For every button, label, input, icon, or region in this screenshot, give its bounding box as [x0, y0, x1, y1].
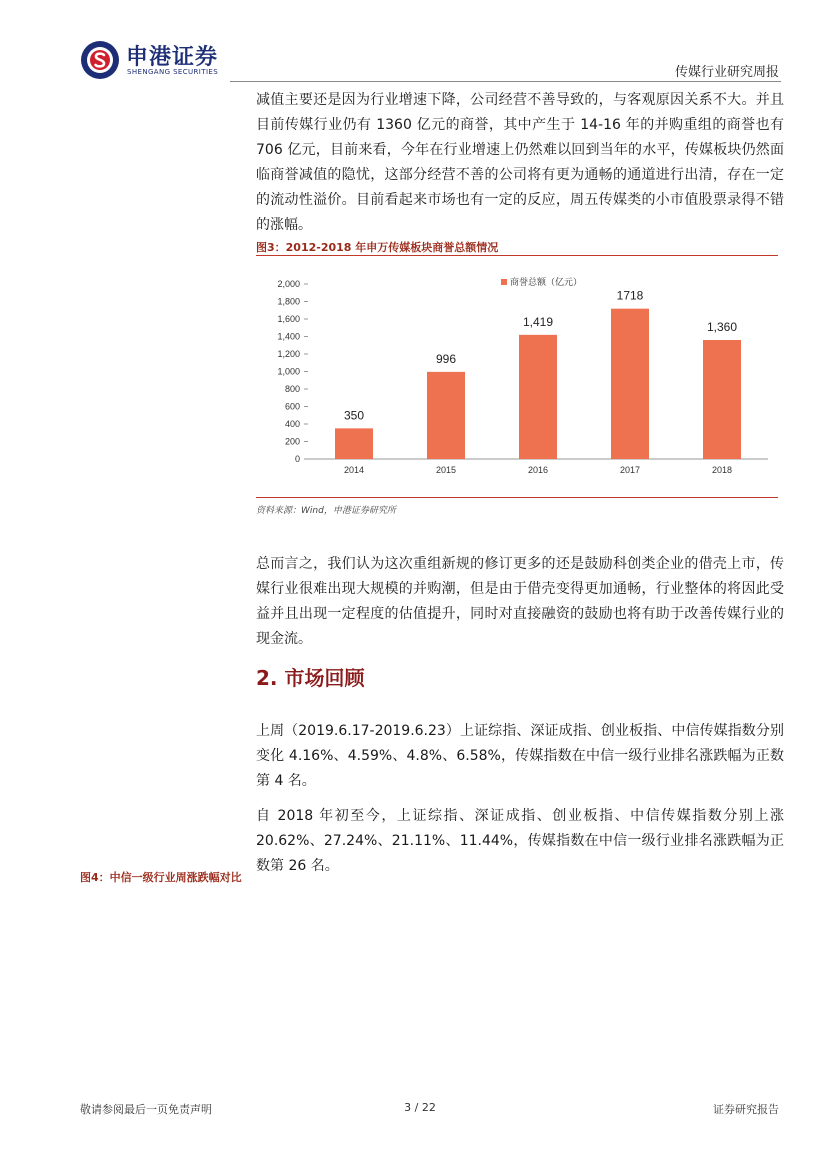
- body-paragraph-weekly-change: 上周（2019.6.17-2019.6.23）上证综指、深证成指、创业板指、中信传媒指数分别变化 4.16%、4.59%、4.8%、6.58%，传媒指数在中信一级行业排名涨跌幅为正数第 4 名。: [256, 723, 784, 789]
- y-tick-label: 0: [294, 454, 300, 464]
- y-tick-label: 1,400: [277, 331, 300, 342]
- figure-3-source: 资料来源：Wind，申港证券研究所: [256, 506, 396, 516]
- bar-value-label-2015: 996: [435, 351, 457, 366]
- bar-2014: [335, 428, 373, 459]
- bar-value-label-2017: 1718: [616, 288, 644, 303]
- y-tick-label: 400: [284, 419, 300, 429]
- bar-2016: [519, 335, 557, 459]
- x-tick-label-2014: 2014: [343, 465, 365, 475]
- bars: [335, 289, 741, 475]
- figure-3-top-rule: [256, 255, 778, 256]
- company-name-cn: 申港证券: [126, 45, 219, 70]
- y-tick-label: 1,200: [277, 349, 300, 359]
- bar-value-label-2016: 1,419: [522, 314, 554, 329]
- bar-2015: [427, 372, 465, 459]
- legend-swatch: [501, 279, 507, 285]
- body-paragraph-goodwill: 减值主要还是因为行业增速下降，公司经营不善导致的，与客观原因关系不大。并且目前传媒行业仍有 1360 亿元的商誉，其中产生于 14-16 年的并购重组的商誉也有 706 亿元，目前来看，今年在行业增速上仍然难以回到当年的水平，传媒板块仍然面临商誉减值的隐忧，这部分经营不善的公司将有更为通畅的通道进行出清，存在一定的流动性溢价。目前看起来市场也有一定的反应，周五传媒类的小市值股票录得不错的涨幅。: [256, 92, 784, 233]
- goodwill-bar-chart: [256, 262, 778, 492]
- y-axis: [277, 279, 308, 464]
- figure-3-bottom-rule: [256, 497, 778, 498]
- chart-legend: [501, 276, 582, 287]
- y-tick-label: 600: [284, 401, 300, 412]
- y-tick-label: 1,600: [277, 314, 300, 324]
- page-number: 3 / 22: [404, 1101, 436, 1114]
- y-tick-label: 1,000: [277, 366, 300, 377]
- x-tick-label-2017: 2017: [619, 465, 641, 475]
- body-paragraph-conclusion: 总而言之，我们认为这次重组新规的修订更多的还是鼓励科创类企业的借壳上市，传媒行业很难出现大规模的并购潮，但是由于借壳变得更加通畅，行业整体的将因此受益并且出现一定程度的估值提升，同时对直接融资的鼓励也将有助于改善传媒行业的现金流。: [256, 556, 784, 647]
- footer-report-type: 证券研究报告: [713, 1103, 779, 1116]
- figure-4-caption: 图4：中信一级行业周涨跌幅对比: [80, 871, 242, 884]
- x-tick-label-2015: 2015: [435, 465, 457, 475]
- y-tick-label: 2,000: [277, 279, 300, 289]
- body-paragraph-ytd-change: 自 2018 年初至今，上证综指、深证成指、创业板指、中信传媒指数分别上涨 20.62%、27.24%、21.11%、11.44%，传媒指数在中信一级行业排名涨跌幅为正数第 26 名。: [256, 808, 784, 874]
- x-tick-label-2018: 2018: [711, 465, 733, 475]
- bar-value-label-2014: 350: [343, 408, 365, 423]
- company-logo-icon: [80, 40, 120, 80]
- bar-2018: [703, 340, 741, 459]
- bar-2017: [611, 309, 649, 459]
- bar-value-label-2018: 1,360: [706, 320, 738, 334]
- y-tick-label: 1,800: [277, 296, 300, 307]
- header-divider: [230, 81, 781, 82]
- footer-disclaimer-note: 敬请参阅最后一页免责声明: [80, 1103, 212, 1116]
- y-tick-label: 800: [284, 384, 300, 394]
- section-heading-market-review: 2. 市场回顾: [256, 666, 365, 690]
- figure-3-caption: 图3：2012-2018 年申万传媒板块商誉总额情况: [256, 241, 499, 254]
- company-name-en: SHENGANG SECURITIES: [127, 68, 219, 76]
- x-tick-label-2016: 2016: [527, 465, 549, 475]
- legend-label: 商誉总额（亿元）: [510, 277, 583, 287]
- y-tick-label: 200: [284, 436, 300, 447]
- report-title: 传媒行业研究周报: [674, 65, 779, 80]
